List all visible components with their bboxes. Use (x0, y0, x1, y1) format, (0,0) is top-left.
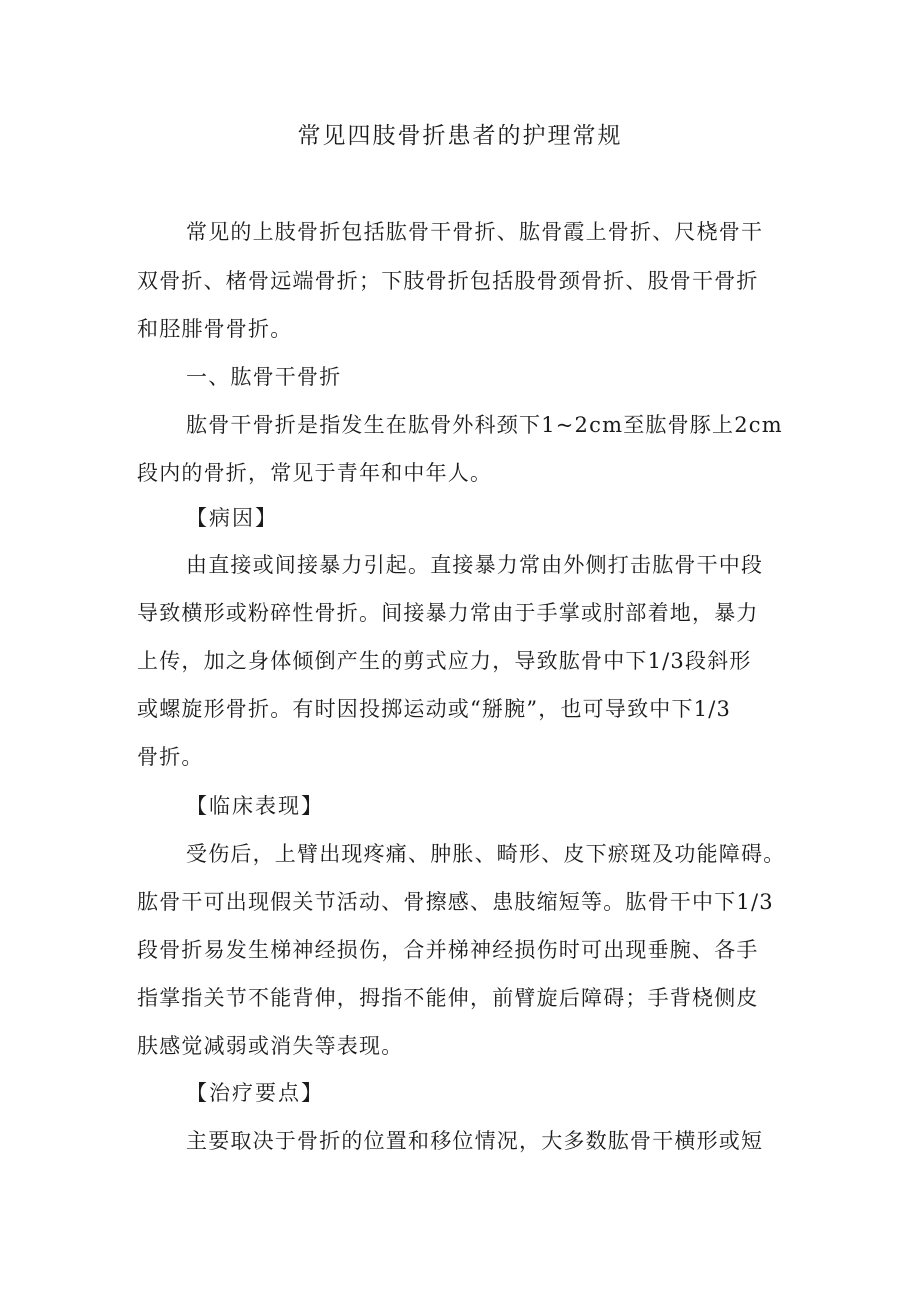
subheading-cause: 【病因】 (186, 506, 278, 530)
paragraph-line: 肱骨干可出现假关节活动、骨擦感、患肢缩短等。肱骨干中下1/3 (137, 890, 774, 914)
subheading-clinical: 【临床表现】 (186, 794, 324, 818)
paragraph-line: 指掌指关节不能背伸，拇指不能伸，前臂旋后障碍；手背桡侧皮 (137, 986, 759, 1010)
paragraph-line: 受伤后，上臂出现疼痛、肿胀、畸形、皮下瘀斑及功能障碍。 (186, 842, 786, 866)
paragraph-line: 段骨折易发生梯神经损伤，合并梯神经损伤时可出现垂腕、各手 (137, 938, 759, 962)
paragraph-line: 双骨折、楮骨远端骨折；下肢骨折包括股骨颈骨折、股骨干骨折 (137, 269, 759, 293)
paragraph-line: 或螺旋形骨折。有时因投掷运动或“掰腕”，也可导致中下1/3 (137, 697, 732, 721)
paragraph-line: 肤感觉减弱或消失等表现。 (137, 1034, 404, 1058)
paragraph-line: 主要取决于骨折的位置和移位情况，大多数肱骨干横形或短 (186, 1129, 764, 1153)
paragraph-line: 段内的骨折，常见于青年和中年人。 (137, 461, 493, 485)
paragraph-line: 和胫腓骨骨折。 (137, 317, 293, 341)
paragraph-line: 导致横形或粉碎性骨折。间接暴力常由于手掌或肘部着地，暴力 (137, 601, 759, 625)
subheading-treatment: 【治疗要点】 (186, 1081, 324, 1105)
paragraph-line: 常见的上肢骨折包括肱骨干骨折、肱骨霞上骨折、尺桡骨干 (186, 220, 764, 244)
paragraph-line: 上传，加之身体倾倒产生的剪式应力，导致肱骨中下1/3段斜形 (137, 649, 752, 673)
paragraph-line: 由直接或间接暴力引起。直接暴力常由外侧打击肱骨干中段 (186, 553, 764, 577)
section-heading: 一、肱骨干骨折 (186, 365, 342, 389)
paragraph-line: 肱骨干骨折是指发生在肱骨外科颈下1~2cm至肱骨豚上2cm (186, 413, 783, 437)
paragraph-line: 骨折。 (137, 745, 204, 769)
document-title: 常见四肢骨折患者的护理常规 (297, 123, 623, 149)
